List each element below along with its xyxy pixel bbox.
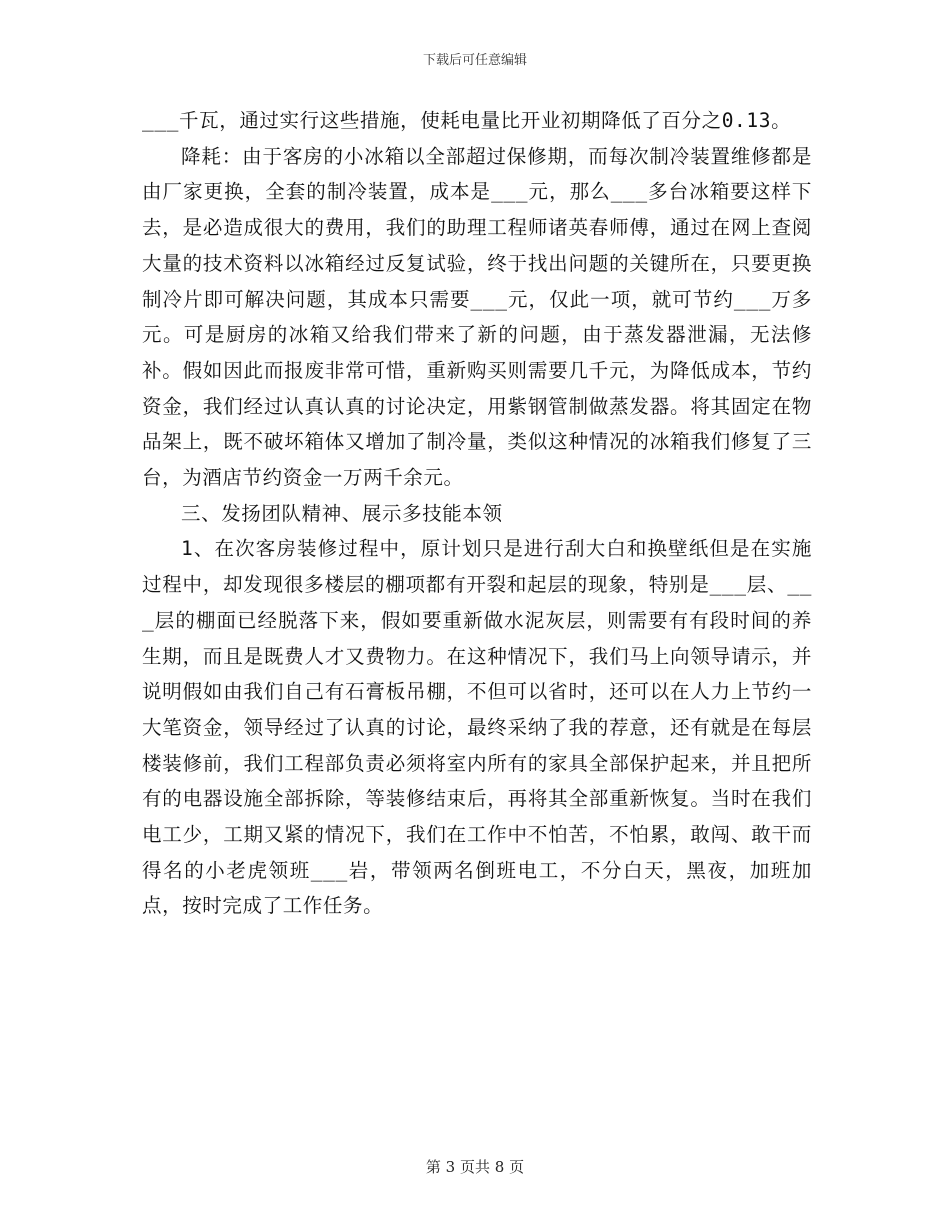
paragraph-renovation: 1、在次客房装修过程中，原计划只是进行刮大白和换壁纸但是在实施过程中，却发现很多楼层的棚项都有开裂和起层的现象，特别是___层、___层的棚面已经脱落下来，假如要重新做水泥灰层，则需要有有段时间的养生期，而且是既费人才又费物力。在这种情况下，我们马上向领导请示，并说明假如由我们自己有石膏板吊棚，不但可以省时，还可以在人力上节约一大笔资金，领导经过了认真的讨论，最终采纳了我的荐意，还有就是在每层楼装修前，我们工程部负责必须将室内所有的家具全部保护起来，并且把所有的电器设施全部拆除，等装修结束后，再将其全部重新恢复。当时在我们电工少，工期又紧的情况下，我们在工作中不怕苦，不怕累，敢闯、敢干而得名的小老虎领班___岩，带领两名倒班电工，不分白天，黑夜，加班加点，按时完成了工作任务。 xyxy=(142,537,812,918)
paragraph-cost-reduction: 降耗：由于客房的小冰箱以全部超过保修期，而每次制冷装置维修都是由厂家更换，全套的制冷装置，成本是___元，那么___多台冰箱要这样下去，是必造成很大的费用，我们的助理工程师诸英春师傅，通过在网上查阅大量的技术资料以冰箱经过反复试验，终于找出问题的关键所在，只要更换制冷片即可解决问题，其成本只需要___元，仅此一项，就可节约___万多元。可是厨房的冰箱又给我们带来了新的问题，由于蒸发器泄漏，无法修补。假如因此而报废非常可惜，重新购买则需要几千元，为降低成本，节约资金，我们经过认真认真的讨论决定，用紫钢管制做蒸发器。将其固定在物品架上，既不破坏箱体又增加了制冷量，类似这种情况的冰箱我们修复了三台，为酒店节约资金一万两千余元。 xyxy=(142,144,812,490)
document-body xyxy=(142,103,812,924)
section-heading: 三、发扬团队精神、展示多技能本领 xyxy=(181,501,503,525)
paragraph-continuation: ___千瓦，通过实行这些措施，使耗电量比开业初期降低了百分之0.13。 xyxy=(142,109,792,132)
page-number: 第 3 页共 8 页 xyxy=(425,1158,525,1176)
page-header: 下载后可任意编辑 xyxy=(422,53,527,68)
